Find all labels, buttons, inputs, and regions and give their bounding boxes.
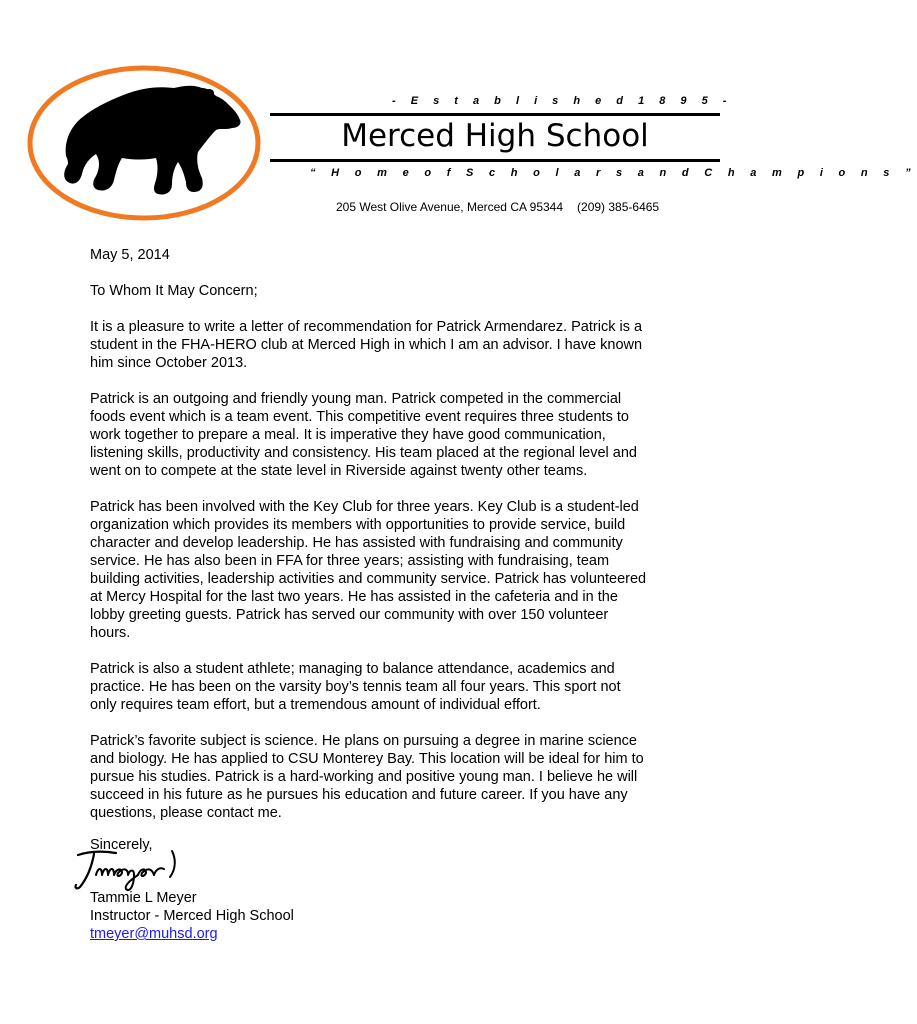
handwritten-signature <box>72 845 187 895</box>
text-line: work together to prepare a meal. It is imperative they have good communication, <box>90 427 606 443</box>
letter-paragraph-1 <box>90 318 690 372</box>
text-line: at Mercy Hospital for the last two years. He has assisted in the cafeteria and in the <box>90 589 618 605</box>
text-line: listening skills, productivity and consistency. His team placed at the regional level and <box>90 445 637 461</box>
text-line: foods event which is a team event. This competitive event requires three students to <box>90 409 629 425</box>
text-line: Patrick has been involved with the Key Club for three years. Key Club is a student-led <box>90 499 639 515</box>
text-line: hours. <box>90 625 131 641</box>
text-line: questions, please contact me. <box>90 805 282 821</box>
letter-date: May 5, 2014 <box>90 247 170 263</box>
school-name: Merced High School <box>341 118 649 154</box>
text-line: succeed in his future as he pursues his education and future career. If you have any <box>90 787 628 803</box>
established-line: - E s t a b l i s h e d 1 8 9 5 - <box>392 95 733 107</box>
text-line: only requires team effort, but a tremendous amount of individual effort. <box>90 697 541 713</box>
letter-paragraph-3 <box>90 498 690 642</box>
text-line: character and develop leadership. He has assisted with fundraising and community <box>90 535 623 551</box>
text-line: student in the FHA-HERO club at Merced High in which I am an advisor. I have known <box>90 337 643 353</box>
text-line: building activities, leadership activities and community service. Patrick has volunteered <box>90 571 647 587</box>
signature-block <box>90 889 294 943</box>
signer-name: Tammie L Meyer <box>90 890 197 906</box>
text-line: and biology. He has applied to CSU Monterey Bay. This location will be ideal for him to <box>90 751 644 767</box>
school-phone: (209) 385-6465 <box>577 200 660 214</box>
letter-paragraph-5 <box>90 732 690 822</box>
school-motto: “ H o m e o f S c h o l a r s a n d C h a m p i o n s ” <box>310 167 917 179</box>
text-line: Patrick is an outgoing and friendly young man. Patrick competed in the commercial <box>90 391 622 407</box>
text-line: organization which provides its members with opportunities to provide service, build <box>90 517 626 533</box>
letter-paragraph-2 <box>90 390 690 480</box>
signer-email-link[interactable]: tmeyer@muhsd.org <box>90 926 218 942</box>
text-line: service. He has also been in FFA for three years; assisting with fundraising, team <box>90 553 610 569</box>
bear-logo-icon <box>26 64 262 222</box>
text-line: lobby greeting guests. Patrick has served our community with over 150 volunteer <box>90 607 609 623</box>
letter-paragraph-4 <box>90 660 690 714</box>
school-address: 205 West Olive Avenue, Merced CA 95344 <box>336 200 564 214</box>
header-rule-bottom <box>270 159 720 162</box>
text-line: pursue his studies. Patrick is a hard-working and positive young man. I believe he will <box>90 769 638 785</box>
header-rule-top <box>270 113 720 116</box>
school-address-line <box>336 200 659 214</box>
signer-title: Instructor - Merced High School <box>90 908 294 924</box>
text-line: him since October 2013. <box>90 355 248 371</box>
letter-salutation: To Whom It May Concern; <box>90 283 258 299</box>
letter-closing: Sincerely, <box>90 837 153 853</box>
text-line: practice. He has been on the varsity boy’s tennis team all four years. This sport not <box>90 679 621 695</box>
text-line: Patrick’s favorite subject is science. He plans on pursuing a degree in marine science <box>90 733 637 749</box>
text-line: Patrick is also a student athlete; managing to balance attendance, academics and <box>90 661 615 677</box>
text-line: went on to compete at the state level in Riverside against twenty other teams. <box>90 463 588 479</box>
text-line: It is a pleasure to write a letter of recommendation for Patrick Armendarez. Patrick is a <box>90 319 643 335</box>
letter-body <box>90 246 690 840</box>
